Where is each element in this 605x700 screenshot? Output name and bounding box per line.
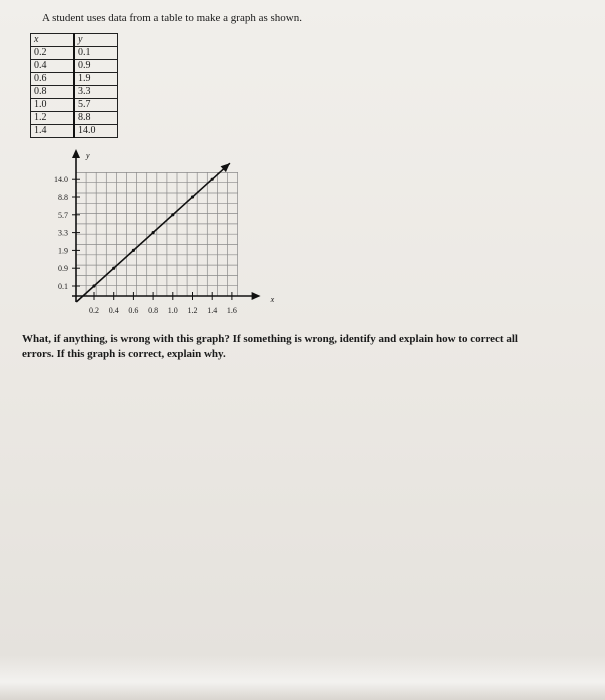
table-header-y: y	[74, 34, 118, 47]
data-point	[171, 213, 174, 216]
paper-fold-shadow	[0, 655, 605, 700]
table-row	[31, 47, 118, 60]
data-table	[30, 33, 118, 138]
table-cell-x: 0.8	[31, 86, 75, 99]
question-text	[22, 332, 600, 362]
table-cell-x: 0.2	[31, 47, 75, 60]
graph-plot	[76, 163, 230, 302]
table-cell-x: 1.2	[31, 112, 75, 125]
table-row	[31, 86, 118, 99]
y-tick-label: 1.9	[58, 246, 68, 256]
table-cell-y: 0.1	[74, 47, 118, 60]
table-cell-y: 14.0	[74, 125, 118, 138]
x-tick-label: 1.6	[226, 306, 237, 315]
question-line-2: errors. If this graph is correct, explain why.	[22, 348, 226, 360]
graph	[0, 140, 605, 330]
table-header-row	[31, 34, 118, 47]
table-row	[31, 60, 118, 73]
data-point	[191, 195, 194, 198]
x-tick-label: 0.6	[128, 306, 139, 315]
question-line-1: What, if anything, is wrong with this graph? If something is wrong, identify and explain how to correct all	[22, 333, 518, 345]
y-tick-label: 14.0	[54, 175, 68, 185]
y-tick-label: 0.1	[58, 282, 68, 291]
y-tick-label: 3.3	[58, 228, 68, 238]
problem-intro: A student uses data from a table to make a graph as shown.	[42, 12, 302, 24]
table-cell-x: 1.0	[31, 99, 75, 112]
y-tick-label: 8.8	[58, 193, 68, 202]
y-tick-label: 5.7	[58, 210, 68, 220]
x-tick-label: 1.2	[187, 306, 198, 315]
x-tick-label: 0.4	[108, 306, 119, 315]
table-cell-y: 0.9	[74, 60, 118, 73]
x-tick-label: 0.2	[89, 306, 99, 315]
table-row	[31, 112, 118, 125]
table-row	[31, 73, 118, 86]
y-tick-label: 0.9	[58, 264, 68, 274]
data-point	[211, 178, 214, 181]
data-point	[92, 284, 95, 287]
data-point	[152, 231, 155, 234]
x-tick-label: 1.0	[167, 306, 178, 315]
graph-grid	[76, 172, 238, 296]
y-axis-arrow	[72, 149, 80, 158]
table-cell-y: 1.9	[74, 73, 118, 86]
table-cell-y: 8.8	[74, 112, 118, 125]
table-header-x: x	[31, 34, 75, 47]
table-cell-y: 3.3	[74, 86, 118, 99]
x-tick-label: 0.8	[148, 306, 159, 315]
x-tick-label: 1.4	[207, 306, 218, 315]
table-cell-x: 0.4	[31, 60, 75, 73]
x-axis-label: x	[270, 295, 275, 304]
table-cell-x: 1.4	[31, 125, 75, 138]
data-point	[132, 249, 135, 252]
data-point	[112, 267, 115, 270]
y-axis-label: y	[86, 151, 90, 160]
table-row	[31, 125, 118, 138]
table-cell-x: 0.6	[31, 73, 75, 86]
x-axis-arrow	[252, 292, 261, 300]
table-row	[31, 99, 118, 112]
table-cell-y: 5.7	[74, 99, 118, 112]
